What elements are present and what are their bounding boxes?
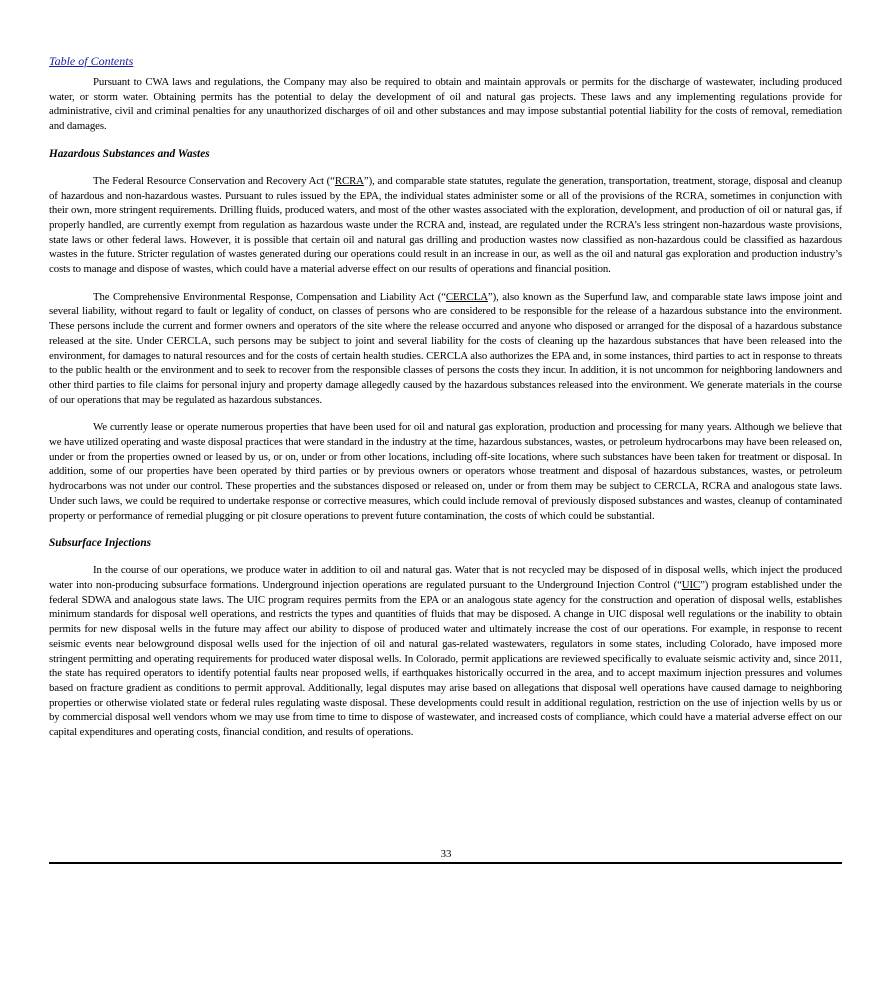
rcra-text-end: ”), and comparable state statutes, regulate the generation, transportation, treatment, storage, disposal and cleanup of hazardous and non-hazardous wastes. Pursuant to rules issued by the EPA, the individual states administer some or all of the provisions of the RCRA, sometimes in conjunction with their own, more stringent requirements. Drilling fluids, produced waters, and most of the other wastes associated with the exploration, development, and production of oil or natural gas, if properly handled, are currently exempt from regulation as hazardous waste under the RCRA and, instead, are regulated under the RCRA’s less stringent non-hazardous waste provisions, state laws or other federal laws. However, it is possible that certain oil and natural gas drilling and production wastes now classified as non-hazardous could be classified as hazardous wastes in the future. Stricter regulation of wastes generated during our operations could result in an increase in our, as well as the oil and natural gas exploration and production industry’s costs to manage and dispose of wastes, which could have a material adverse effect on our results of operations and financial position. [49,174,842,276]
uic-defined-term: UIC [681,578,701,591]
cercla-text-end: ”), also known as the Superfund law, and comparable state laws impose joint and several liability, without regard to fault or legality of conduct, on classes of persons who are considered to be responsible for the release of a hazardous substance into the environment. These persons include the current and former owners and operators of the site where the release occurred and anyone who disposed or arranged for the disposal of a hazardous substance released at the site. Under CERCLA, such persons may be subject to joint and several liability for the costs of cleaning up the hazardous substances that have been released into the environment, for damages to natural resources and for the costs of certain health studies. CERCLA also authorizes the EPA and, in some instances, third parties to act in response to threats to the public health or the environment and to seek to recover from the responsible classes of persons the costs they incur. In addition, it is not uncommon for neighboring landowners and other third parties to file claims for personal injury and property damage allegedly caused by the hazardous substances released into the environment. We generate materials in the course of our operations that may be regulated as hazardous substances. [49,290,842,406]
table-of-contents-link[interactable]: Table of Contents [49,54,134,68]
paragraph-cercla [49,290,842,408]
paragraph-properties: We currently lease or operate numerous properties that have been used for oil and natural gas exploration, production and processing for many years. Although we believe that we have utilized operating and waste disposal practices that were standard in the industry at the time, hazardous substances, wastes, or petroleum hydrocarbons may have been released on, under or from the properties owned or leased by us, or on, under or from other locations, including off-site locations, where such substances have been taken for treatment or disposal. In addition, some of our properties have been operated by third parties or by previous owners or operators whose treatment and disposal of hazardous substances, wastes, or petroleum hydrocarbons was not under our control. These properties and the substances disposed or released on, under or from them may be subject to CERCLA, RCRA and analogous state laws. Under such laws, we could be required to undertake response or corrective measures, which could include removal of previously disposed substances and wastes, cleanup of contaminated property or performance of remedial plugging or pit closure operations to prevent future contamination, the costs of which could be substantial. [49,421,842,522]
rcra-text-start: The Federal Resource Conservation and Recovery Act (“ [93,174,335,187]
document-page [49,52,842,753]
cercla-defined-term: CERCLA [445,290,488,303]
paragraph-cwa-permits: Pursuant to CWA laws and regulations, the Company may also be required to obtain and maintain approvals or permits for the discharge of wastewater, including produced water, or storm water. Obtaining permits has the potential to delay the development of oil and natural gas projects. These laws and any implementing regulations provide for administrative, civil and criminal penalties for any unauthorized discharges of oil and other substances and may impose substantial potential liability for the costs of removal, remediation and damages. [49,76,842,133]
rcra-defined-term: RCRA [334,174,364,187]
heading-subsurface-injections: Subsurface Injections [49,537,152,550]
page-number: 33 [440,848,452,860]
cercla-text-start: The Comprehensive Environmental Response, Compensation and Liability Act (“ [93,290,446,303]
uic-text-start: In the course of our operations, we produce water in addition to oil and natural gas. Water that is not recycled may be disposed of in disposal wells, which inject the produced water into non-producing subsurface formations. Underground injection operations are regulated pursuant to the Underground Injection Control (“ [49,564,842,591]
paragraph-rcra [49,174,842,277]
heading-hazardous-substances: Hazardous Substances and Wastes [49,147,210,160]
paragraph-uic [49,563,842,739]
uic-text-end: ”) program established under the federal SDWA and analogous state laws. The UIC program requires permits from the EPA or an analogous state agency for the construction and operation of disposal wells, establishes minimum standards for disposal well operations, and restricts the types and quantities of fluids that may be disposed. A change in UIC disposal well regulations or the inability to obtain permits for new disposal wells in the future may affect our ability to dispose of produced water and ultimately increase the cost of our operations. For example, in response to recent seismic events near belowground disposal wells used for the injection of oil and natural gas-related wastewaters, regulators in some states, including Colorado, have imposed more stringent permitting and operating requirements for produced water disposal wells. In Colorado, permit applications are reviewed specifically to evaluate seismic activity and, since 2011, the state has required operators to identify potential faults near proposed wells, if earthquakes historically occurred in the area, and to accept maximum injection pressures and volumes based on fracture gradient as conditions to permit approval. Additionally, legal disputes may arise based on allegations that disposal well operations have caused damage to neighboring properties or otherwise violated state or federal rules regulating waste disposal. These developments could result in additional regulation, restriction on the use of injection wells by us or by commercial disposal well vendors whom we may use from time to time to dispose of wastewater, and increased costs of compliance, which could have a material adverse effect on our capital expenditures and operating costs, financial condition, and results of operations. [49,578,842,739]
footer-divider [49,862,842,864]
